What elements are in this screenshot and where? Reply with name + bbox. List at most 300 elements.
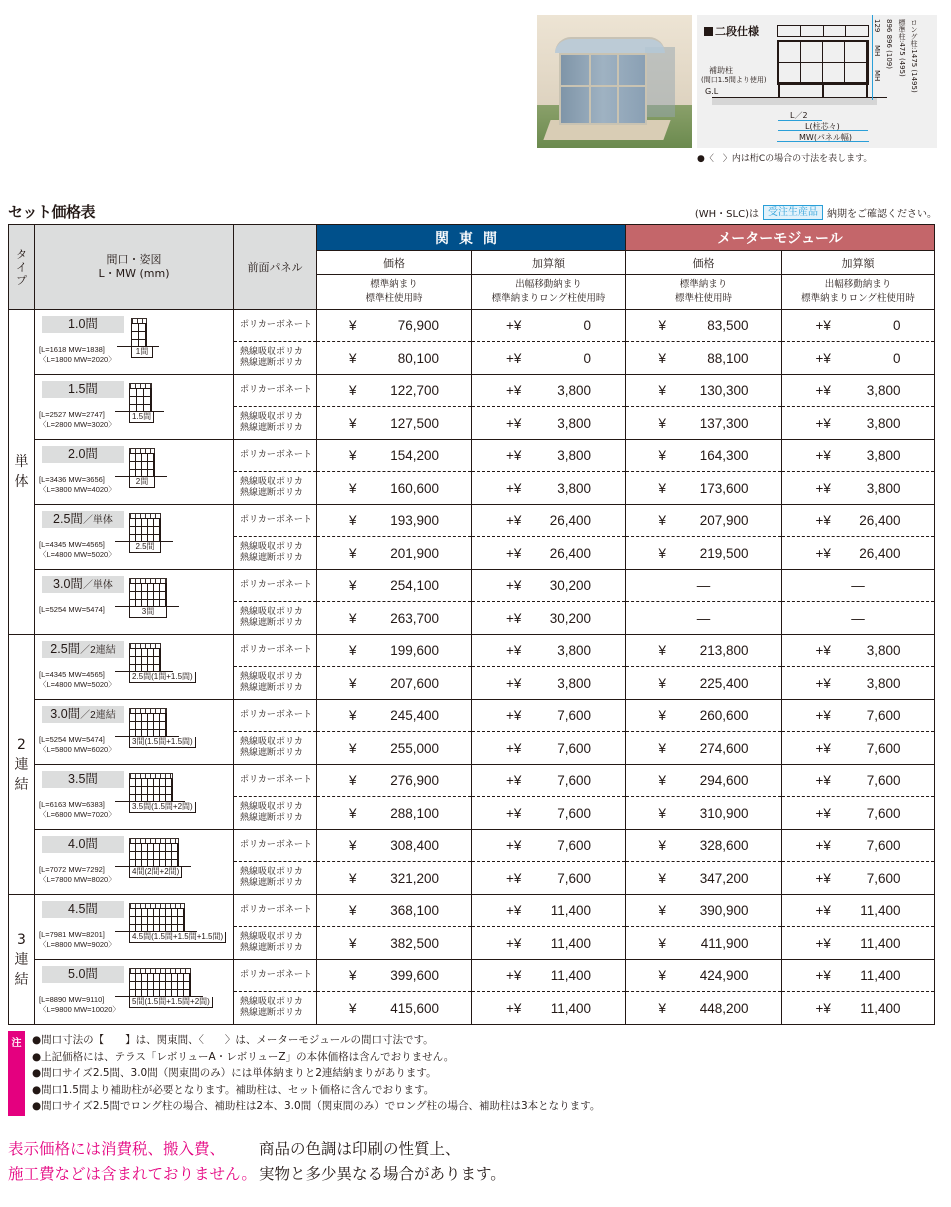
add-cell (472, 602, 626, 635)
price-value: 127,500 (390, 415, 439, 431)
table-row (9, 895, 935, 927)
type-cell (9, 895, 35, 1025)
meter-dimensions: 〈L=7800 MW=8020〉 (39, 875, 116, 884)
price-value: 207,900 (699, 513, 749, 528)
type-label-char: 単 (14, 454, 29, 470)
add-cell (782, 830, 935, 862)
meter-dimensions: 〈L=5800 MW=6020〉 (39, 745, 116, 754)
add-value: 7,600 (866, 870, 901, 886)
add-cell: ― (782, 570, 935, 602)
add-value: 3,800 (557, 643, 591, 658)
add-cell (472, 375, 626, 407)
panel-heat-block: 熱線遮断ポリカ (240, 358, 303, 368)
yen-sign: ¥ (658, 545, 667, 561)
price-value: 245,400 (390, 708, 439, 723)
yen-sign: ¥ (349, 610, 357, 626)
col-header-type (9, 225, 35, 310)
note-line: 標準納まりロング柱使用時 (491, 293, 606, 304)
plus-yen-sign: +¥ (506, 870, 522, 886)
layout-figure (129, 968, 210, 1006)
square-bullet-icon (704, 27, 713, 36)
plus-yen-sign: +¥ (506, 838, 522, 853)
price-cell (626, 700, 782, 732)
size-label (42, 641, 124, 658)
plus-yen-sign: +¥ (506, 415, 522, 431)
yen-sign: ¥ (349, 415, 357, 431)
plus-yen-sign: +¥ (815, 415, 831, 431)
panel-heat-absorb: 熱線吸収ポリカ (240, 542, 303, 552)
plus-yen-sign: +¥ (815, 643, 831, 658)
add-cell: ― (782, 602, 935, 635)
price-cell (317, 602, 472, 635)
yen-sign: ¥ (349, 480, 357, 496)
figure-label: 1間 (131, 347, 153, 358)
plus-yen-sign: +¥ (506, 610, 522, 626)
panel-polycarbonate: ポリカーボネート (234, 635, 317, 667)
plus-yen-sign: +¥ (506, 675, 522, 691)
add-cell (472, 342, 626, 375)
col-header-size-line2: L・MW (mm) (98, 267, 170, 280)
layout-figure (129, 903, 224, 941)
panel-heat-poly (234, 797, 317, 830)
col-header-size (35, 225, 234, 310)
panel-heat-poly (234, 862, 317, 895)
note-line: 標準納まりロング柱使用時 (801, 293, 915, 304)
yen-sign: ¥ (349, 318, 357, 333)
plus-yen-sign: +¥ (815, 708, 831, 723)
price-cell (317, 700, 472, 732)
size-label (42, 966, 124, 983)
add-value: 11,400 (860, 968, 901, 983)
add-value: 0 (583, 350, 591, 366)
type-cell (9, 310, 35, 635)
price-value: 201,900 (390, 545, 439, 561)
price-value: 328,600 (699, 838, 749, 853)
size-suffix: ／単体 (82, 515, 113, 526)
order-note-prefix: (WH・SLC)は (694, 209, 759, 220)
add-cell (782, 895, 935, 927)
panel-heat-poly (234, 407, 317, 440)
diagram-frame (777, 25, 869, 95)
add-cell (472, 537, 626, 570)
panel-heat-absorb: 熱線吸収ポリカ (240, 477, 303, 487)
panel-polycarbonate: ポリカーボネート (234, 765, 317, 797)
note-line: 標準柱使用時 (674, 293, 732, 304)
panel-polycarbonate: ポリカーボネート (234, 960, 317, 992)
dimension-diagram (697, 15, 937, 148)
add-cell (782, 927, 935, 960)
size-value: 2.5間 (53, 512, 83, 526)
panel-heat-absorb: 熱線吸収ポリカ (240, 672, 303, 682)
meter-dimensions: 〈L=1800 MW=2020〉 (39, 355, 116, 364)
price-cell (317, 342, 472, 375)
add-value: 7,600 (866, 773, 901, 788)
price-cell (317, 732, 472, 765)
add-cell (782, 342, 935, 375)
yen-sign: ¥ (658, 448, 667, 463)
note-line: 出幅移動納まり (515, 279, 582, 290)
note-meter-add (782, 275, 935, 310)
price-cell (317, 407, 472, 440)
color-disclaimer (259, 1137, 506, 1187)
note-kanto-price (317, 275, 472, 310)
add-value: 3,800 (557, 480, 591, 496)
size-cell (35, 960, 234, 1025)
add-value: 3,800 (866, 448, 901, 463)
price-value: 122,700 (390, 383, 439, 398)
size-dimensions (39, 670, 116, 690)
figure-upper (129, 383, 152, 388)
photo-side-panel (645, 47, 675, 117)
figure-upper (129, 513, 161, 518)
layout-figure (129, 383, 152, 421)
price-cell (626, 862, 782, 895)
size-value: 2.0間 (68, 447, 98, 461)
kanto-dimensions: [L=6163 MW=6383] (39, 800, 105, 809)
yen-sign: ¥ (658, 383, 667, 398)
panel-heat-block: 熱線遮断ポリカ (240, 943, 303, 953)
add-cell (782, 472, 935, 505)
yen-sign: ¥ (658, 870, 667, 886)
add-value: 7,600 (557, 740, 591, 756)
price-value: 399,600 (390, 968, 439, 983)
layout-figure (129, 838, 180, 876)
panel-heat-poly (234, 927, 317, 960)
price-value: 83,500 (707, 318, 749, 333)
size-cell (35, 635, 234, 700)
figure-upper (129, 578, 167, 583)
add-cell (472, 830, 626, 862)
price-cell (626, 667, 782, 700)
size-cell (35, 505, 234, 570)
plus-yen-sign: +¥ (815, 545, 831, 561)
panel-polycarbonate: ポリカーボネート (234, 700, 317, 732)
page-title: セット価格表 (8, 203, 96, 221)
figure-label: 1.5間 (129, 412, 154, 423)
add-cell (782, 635, 935, 667)
price-cell (626, 375, 782, 407)
price-value: 160,600 (390, 480, 439, 496)
size-suffix: ／2連結 (80, 710, 116, 721)
note-line: 標準納まり (370, 279, 418, 290)
size-cell (35, 310, 234, 375)
plus-yen-sign: +¥ (506, 350, 522, 366)
size-dimensions (39, 930, 116, 950)
add-cell (472, 505, 626, 537)
add-value: 7,600 (557, 773, 591, 788)
size-value: 2.5間 (50, 642, 81, 656)
yen-sign: ¥ (658, 318, 667, 333)
price-value: 448,200 (699, 1000, 749, 1016)
add-cell (472, 732, 626, 765)
yen-sign: ¥ (658, 480, 667, 496)
price-value: 347,200 (699, 870, 749, 886)
price-value: 76,900 (397, 318, 439, 333)
plus-yen-sign: +¥ (815, 968, 831, 983)
size-suffix: ／単体 (82, 580, 113, 591)
price-cell: ― (626, 570, 782, 602)
price-value: 80,100 (397, 350, 439, 366)
size-label (42, 316, 124, 333)
add-value: 0 (892, 318, 901, 333)
yen-sign: ¥ (349, 870, 357, 886)
add-value: 7,600 (557, 870, 591, 886)
layout-figure (129, 513, 161, 551)
size-cell (35, 570, 234, 635)
kanto-dimensions: [L=2527 MW=2747] (39, 410, 105, 419)
price-value: 382,500 (390, 935, 439, 951)
panel-heat-block: 熱線遮断ポリカ (240, 423, 303, 433)
price-value: 424,900 (699, 968, 749, 983)
size-value: 4.0間 (68, 837, 98, 851)
price-value: 308,400 (390, 838, 439, 853)
type-cell (9, 635, 35, 895)
size-label (42, 446, 124, 463)
yen-sign: ¥ (658, 838, 667, 853)
price-cell (626, 505, 782, 537)
photo-front-panel (559, 53, 647, 125)
figure-label: 2.5間 (129, 542, 161, 553)
size-cell (35, 375, 234, 440)
add-value: 11,400 (860, 935, 901, 951)
add-cell (782, 310, 935, 342)
yen-sign: ¥ (349, 838, 357, 853)
kanto-dimensions: [L=3436 MW=3656] (39, 475, 105, 484)
price-cell (626, 537, 782, 570)
meter-dimensions: 〈L=4800 MW=5020〉 (39, 680, 116, 689)
made-to-order-badge: 受注生産品 (763, 205, 823, 220)
panel-heat-block: 熱線遮断ポリカ (240, 748, 303, 758)
layout-figure (129, 773, 193, 811)
price-value: 193,900 (390, 513, 439, 528)
panel-heat-absorb: 熱線吸収ポリカ (240, 802, 303, 812)
yen-sign: ¥ (349, 545, 357, 561)
yen-sign: ¥ (349, 578, 357, 593)
meter-dimensions: 〈L=4800 MW=5020〉 (39, 550, 116, 559)
add-cell (782, 862, 935, 895)
type-char: タ (16, 247, 27, 261)
add-value: 7,600 (557, 805, 591, 821)
support-post-label: 補助柱 (709, 66, 733, 75)
plus-yen-sign: +¥ (815, 838, 831, 853)
layout-figure (129, 643, 193, 681)
price-value: 137,300 (699, 415, 749, 431)
add-cell (472, 440, 626, 472)
layout-figure (131, 318, 149, 356)
size-dimensions (39, 865, 116, 885)
price-cell (317, 440, 472, 472)
color-disclaimer-line2: 実物と多少異なる場合があります。 (259, 1165, 506, 1183)
diagram-upper-panel (777, 25, 869, 37)
add-cell (472, 407, 626, 440)
panel-polycarbonate: ポリカーボネート (234, 570, 317, 602)
size-value: 3.5間 (68, 772, 98, 786)
panel-heat-poly (234, 472, 317, 505)
price-cell (317, 667, 472, 700)
subheader-kanto-price: 価格 (317, 251, 472, 275)
price-cell (317, 537, 472, 570)
ground-line-label: G.L (705, 87, 719, 96)
layout-figure (129, 578, 167, 616)
figure-label: 5間(1.5間+1.5間+2間) (129, 997, 213, 1008)
add-cell (472, 570, 626, 602)
size-dimensions (39, 605, 105, 615)
yen-sign: ¥ (349, 708, 357, 723)
yen-sign: ¥ (658, 513, 667, 528)
plus-yen-sign: +¥ (815, 318, 831, 333)
size-dimensions (39, 735, 116, 755)
yen-sign: ¥ (658, 643, 667, 658)
price-value: 276,900 (390, 773, 439, 788)
figure-label: 4間(2間+2間) (129, 867, 182, 878)
plus-yen-sign: +¥ (815, 675, 831, 691)
add-value: 26,400 (549, 513, 591, 528)
add-cell (472, 765, 626, 797)
diagram-title-text: 二段仕様 (715, 25, 759, 38)
price-cell (317, 992, 472, 1025)
yen-sign: ¥ (349, 675, 357, 691)
price-cell (317, 635, 472, 667)
add-value: 26,400 (859, 513, 901, 528)
size-cell (35, 440, 234, 505)
add-cell (472, 797, 626, 830)
panel-polycarbonate: ポリカーボネート (234, 830, 317, 862)
price-cell (626, 440, 782, 472)
product-photo (537, 15, 692, 148)
add-value: 3,800 (866, 480, 901, 496)
note-item: ● 間口寸法の【 】は、関東間、〈 〉は、メーターモジュールの間口寸法です。 (32, 1032, 600, 1049)
plus-yen-sign: +¥ (506, 513, 522, 528)
panel-heat-absorb: 熱線吸収ポリカ (240, 607, 303, 617)
dim-l-label: L(柱芯々) (805, 122, 840, 131)
yen-sign: ¥ (349, 903, 357, 918)
figure-upper (129, 448, 155, 453)
add-cell (472, 635, 626, 667)
size-cell (35, 700, 234, 765)
price-value: 213,800 (699, 643, 749, 658)
subheader-meter-price: 価格 (626, 251, 782, 275)
add-value: 3,800 (866, 383, 901, 398)
kanto-dimensions: [L=7981 MW=8201] (39, 930, 105, 939)
size-value: 3.0間 (53, 577, 83, 591)
figure-label: 2間 (129, 477, 155, 488)
type-label-char: 体 (14, 474, 29, 490)
note-meter-price (626, 275, 782, 310)
meter-dimensions: 〈L=3800 MW=4020〉 (39, 485, 116, 494)
diagram-gl-line (712, 97, 887, 98)
plus-yen-sign: +¥ (506, 545, 522, 561)
add-value: 0 (583, 318, 591, 333)
size-value: 5.0間 (68, 967, 98, 981)
kanto-dimensions: [L=7072 MW=7292] (39, 865, 105, 874)
yen-sign: ¥ (658, 708, 667, 723)
table-row (9, 700, 935, 732)
panel-polycarbonate: ポリカーボネート (234, 440, 317, 472)
plus-yen-sign: +¥ (506, 903, 522, 918)
size-value: 4.5間 (68, 902, 98, 916)
add-cell (782, 732, 935, 765)
panel-heat-poly (234, 537, 317, 570)
group-header-kanto: 関東間 (317, 225, 626, 251)
size-value: 1.0間 (68, 317, 98, 331)
add-cell (782, 407, 935, 440)
size-dimensions (39, 995, 120, 1015)
plus-yen-sign: +¥ (815, 350, 831, 366)
price-value: 274,600 (699, 740, 749, 756)
plus-yen-sign: +¥ (815, 480, 831, 496)
add-value: 3,800 (557, 383, 591, 398)
figure-label: 3間 (129, 607, 167, 618)
price-cell (317, 830, 472, 862)
figure-upper (129, 708, 167, 713)
size-dimensions (39, 345, 116, 365)
size-label (42, 706, 124, 723)
yen-sign: ¥ (349, 1000, 357, 1016)
yen-sign: ¥ (349, 773, 357, 788)
panel-heat-absorb: 熱線吸収ポリカ (240, 347, 303, 357)
subheader-meter-add: 加算額 (782, 251, 935, 275)
add-value: 3,800 (866, 415, 901, 431)
price-value: 173,600 (699, 480, 749, 496)
price-cell (626, 310, 782, 342)
notes-section (8, 1031, 934, 1116)
order-note (695, 205, 937, 220)
panel-polycarbonate: ポリカーボネート (234, 375, 317, 407)
price-cell (317, 570, 472, 602)
plus-yen-sign: +¥ (815, 383, 831, 398)
panel-heat-absorb: 熱線吸収ポリカ (240, 997, 303, 1007)
plus-yen-sign: +¥ (506, 448, 522, 463)
size-label (42, 901, 124, 918)
add-value: 26,400 (859, 545, 901, 561)
col-header-size-line1: 間口・姿図 (106, 253, 162, 266)
price-table (8, 224, 935, 1025)
notes-tag: 注 (8, 1031, 25, 1116)
tax-disclaimer-line1: 表示価格には消費税、搬入費、 (8, 1140, 226, 1158)
meter-dimensions: 〈L=6800 MW=7020〉 (39, 810, 116, 819)
panel-heat-block: 熱線遮断ポリカ (240, 553, 303, 563)
size-dimensions (39, 800, 116, 820)
price-value: 368,100 (390, 903, 439, 918)
add-cell (472, 700, 626, 732)
kanto-dimensions: [L=8890 MW=9110] (39, 995, 105, 1004)
add-value: 11,400 (550, 935, 591, 951)
price-cell (626, 472, 782, 505)
plus-yen-sign: +¥ (506, 740, 522, 756)
vdim-896: 896 896 (109) (885, 19, 893, 69)
add-value: 3,800 (866, 675, 901, 691)
price-cell (626, 960, 782, 992)
size-label (42, 381, 124, 398)
price-value: 207,600 (390, 675, 439, 691)
table-row (9, 635, 935, 667)
note-item: ● 間口サイズ2.5間でロング柱の場合、補助柱は2本、3.0間（関東間のみ）でロング柱の場合、補助柱は3本となります。 (32, 1098, 600, 1115)
plus-yen-sign: +¥ (506, 935, 522, 951)
kanto-dimensions: [L=4345 MW=4565] (39, 670, 105, 679)
price-cell (317, 310, 472, 342)
panel-heat-block: 熱線遮断ポリカ (240, 1008, 303, 1018)
vdim-long-post: ロング柱:1475 (1495) (910, 19, 918, 93)
plus-yen-sign: +¥ (506, 968, 522, 983)
price-value: 288,100 (390, 805, 439, 821)
size-dimensions (39, 475, 116, 495)
add-value: 26,400 (549, 545, 591, 561)
type-char: イ (16, 260, 27, 274)
col-header-panel: 前面パネル (234, 225, 317, 310)
price-value: 294,600 (699, 773, 749, 788)
add-cell (782, 667, 935, 700)
yen-sign: ¥ (658, 805, 667, 821)
